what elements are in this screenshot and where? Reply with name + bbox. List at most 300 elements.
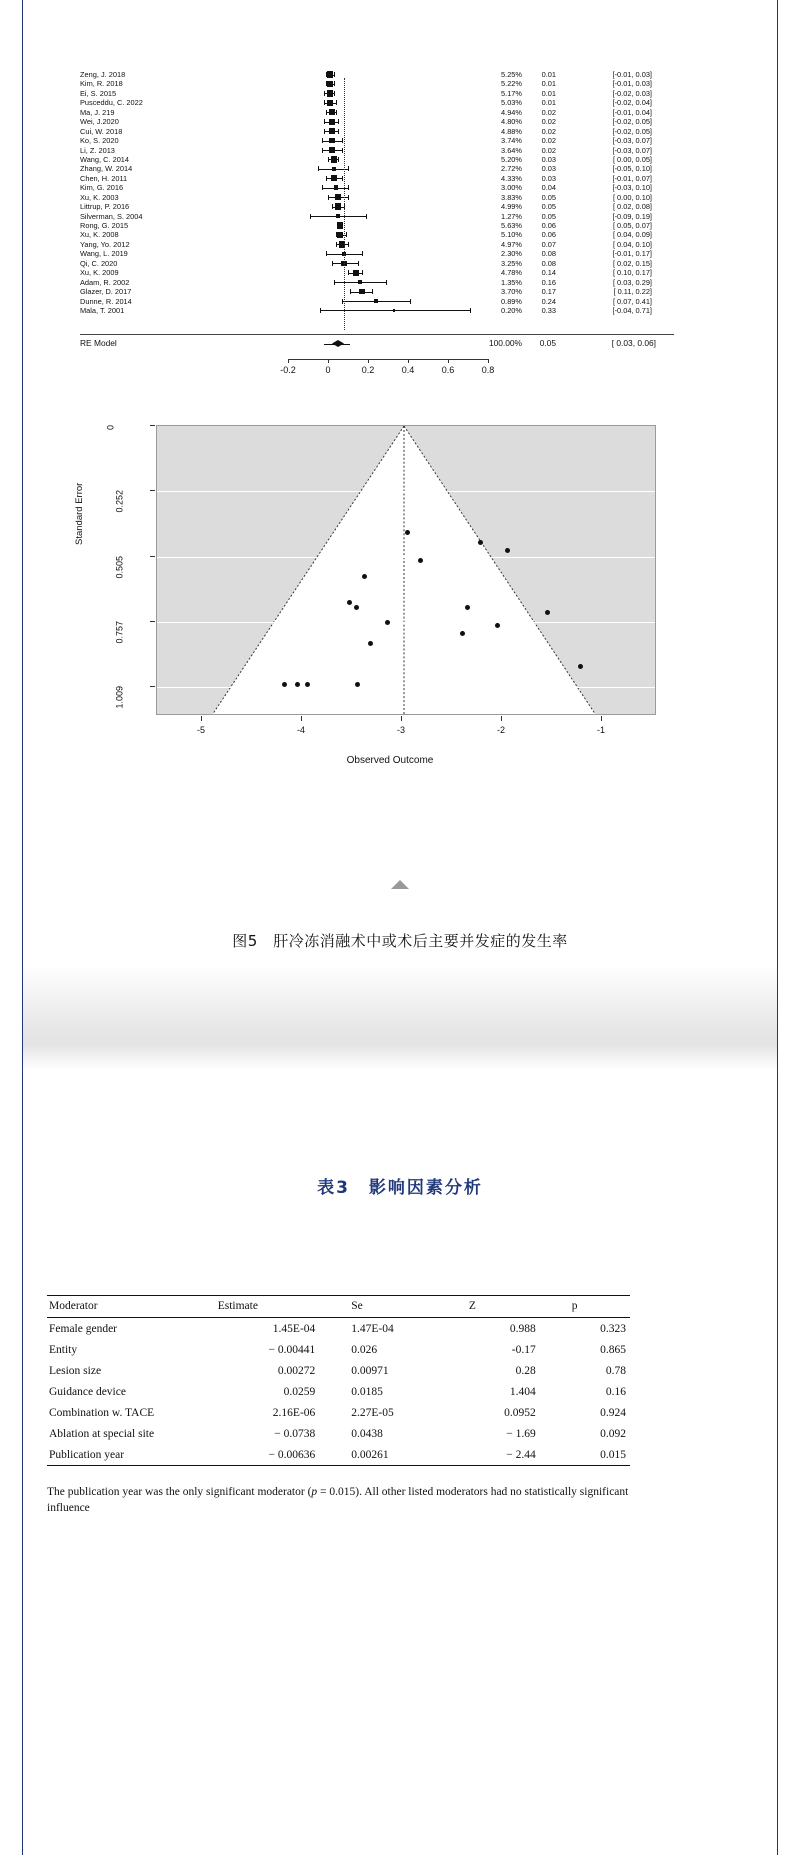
study-estimate: 0.07 xyxy=(541,239,556,249)
cell-se: 0.00971 xyxy=(351,1364,389,1377)
study-weight: 3.00% xyxy=(501,183,522,193)
study-estimate: 0.02 xyxy=(541,145,556,155)
axis-line xyxy=(288,359,488,360)
ci-cap xyxy=(350,289,351,294)
study-weight: 3.70% xyxy=(501,287,522,297)
forest-row xyxy=(80,108,700,117)
ci-cap xyxy=(338,157,339,162)
ci-cap xyxy=(410,299,411,304)
study-estimate: 0.03 xyxy=(541,173,556,183)
study-weight: 4.88% xyxy=(501,126,522,136)
ci-cap xyxy=(338,129,339,134)
funnel-point xyxy=(465,605,470,610)
note-italic: p xyxy=(311,1486,318,1498)
ci-cap xyxy=(322,148,323,153)
funnel-x-axis-label: Observed Outcome xyxy=(346,755,434,766)
forest-row xyxy=(80,259,700,268)
forest-row xyxy=(80,183,700,192)
cell-z: 0.0952 xyxy=(504,1406,536,1419)
study-label: Kim, R. 2018 xyxy=(80,79,123,89)
effect-marker xyxy=(359,289,364,294)
ci-cap xyxy=(332,261,333,266)
study-label: Rong, G. 2015 xyxy=(80,221,129,230)
table-row xyxy=(47,1423,630,1444)
study-estimate: 0.01 xyxy=(541,98,556,108)
study-weight: 5.10% xyxy=(501,230,522,240)
forest-row xyxy=(80,117,700,126)
axis-tick xyxy=(408,359,409,363)
study-label: Dunne, R. 2014 xyxy=(80,296,132,306)
study-estimate: 0.04 xyxy=(541,183,556,193)
forest-row xyxy=(80,249,700,258)
study-weight: 4.97% xyxy=(501,239,522,249)
cell-z: 1.404 xyxy=(509,1385,536,1398)
ci-cap xyxy=(366,214,367,219)
forest-row xyxy=(80,127,700,136)
study-label: Yang, Yo. 2012 xyxy=(80,239,130,249)
effect-marker xyxy=(329,138,334,143)
forest-row xyxy=(80,70,700,79)
cell-se: 1.47E-04 xyxy=(351,1322,394,1335)
study-label: Ei, S. 2015 xyxy=(80,88,117,98)
th-z: Z xyxy=(443,1296,558,1318)
cell-z: − 1.69 xyxy=(506,1427,536,1440)
ci-cap xyxy=(326,251,327,256)
study-weight: 3.25% xyxy=(501,258,522,268)
study-label: Li, Z. 2013 xyxy=(80,145,115,155)
study-ci: [ 0.05, 0.07] xyxy=(612,221,652,230)
effect-marker xyxy=(332,167,337,172)
funnel-point xyxy=(405,530,410,535)
ci-cap xyxy=(346,232,347,237)
funnel-x-tick-label: -2 xyxy=(496,725,506,735)
ci-cap xyxy=(336,242,337,247)
note-part1: The publication year was the only significant moderator ( xyxy=(47,1486,312,1498)
forest-separator xyxy=(80,334,674,335)
study-estimate: 0.02 xyxy=(541,136,556,146)
study-label: Glazer, D. 2017 xyxy=(80,287,132,297)
cell-p: 0.015 xyxy=(558,1444,630,1466)
funnel-point xyxy=(505,548,510,553)
effect-marker xyxy=(331,175,337,181)
effect-marker xyxy=(329,128,335,134)
cell-z: -0.17 xyxy=(511,1343,536,1356)
funnel-y-tick-label: 1.009 xyxy=(114,686,125,709)
forest-row xyxy=(80,89,700,98)
study-label: Adam, R. 2002 xyxy=(80,277,130,287)
ci-cap xyxy=(326,176,327,181)
study-weight: 4.99% xyxy=(501,202,522,212)
study-label: Littrup, P. 2016 xyxy=(80,202,130,212)
forest-row xyxy=(80,155,700,164)
ci-cap xyxy=(342,299,343,304)
ci-cap xyxy=(320,308,321,313)
ci-cap xyxy=(326,110,327,115)
ci-cap xyxy=(318,166,319,171)
study-estimate: 0.05 xyxy=(541,211,556,221)
study-ci: [ 0.04, 0.10] xyxy=(612,239,652,249)
axis-tick-label: 0.8 xyxy=(481,365,495,375)
study-weight: 5.17% xyxy=(501,88,522,98)
table3-note xyxy=(47,1485,630,1516)
funnel-y-tick-label: 0.505 xyxy=(114,555,125,579)
table3-head xyxy=(47,1296,630,1318)
cell-moderator: Combination w. TACE xyxy=(49,1406,155,1419)
ci-cap xyxy=(358,261,359,266)
funnel-plot xyxy=(60,425,720,785)
ci-cap xyxy=(470,308,471,313)
study-weight: 2.72% xyxy=(501,164,522,174)
th-p: p xyxy=(558,1296,630,1318)
ci-cap xyxy=(310,214,311,219)
ci-cap xyxy=(348,166,349,171)
study-label: Ma, J. 219 xyxy=(80,107,115,117)
forest-row xyxy=(80,221,700,230)
effect-marker xyxy=(335,194,340,199)
summary-whisker xyxy=(324,344,350,345)
cell-estimate: − 0.00441 xyxy=(268,1343,316,1356)
ci-cap xyxy=(328,157,329,162)
forest-row xyxy=(80,174,700,183)
study-weight: 5.25% xyxy=(501,70,522,79)
forest-row xyxy=(80,306,700,315)
study-estimate: 0.08 xyxy=(541,249,556,259)
effect-marker xyxy=(334,185,339,190)
study-label: Chen, H. 2011 xyxy=(80,173,128,183)
table-row xyxy=(47,1444,630,1466)
forest-row xyxy=(80,79,700,88)
ci-cap xyxy=(362,251,363,256)
cell-z: 0.28 xyxy=(515,1364,536,1377)
study-weight: 4.78% xyxy=(501,268,522,278)
cell-p: 0.16 xyxy=(605,1385,626,1398)
study-estimate: 0.05 xyxy=(541,192,556,202)
cell-moderator: Guidance device xyxy=(49,1385,126,1398)
axis-tick-label: 0.2 xyxy=(361,365,375,375)
cell-p: 0.78 xyxy=(605,1364,626,1377)
funnel-gridline xyxy=(157,622,655,623)
study-ci: [ 0.00, 0.10] xyxy=(612,192,652,202)
axis-tick xyxy=(368,359,369,363)
cell-z: − 2.44 xyxy=(443,1444,558,1466)
study-estimate: 0.02 xyxy=(541,107,556,117)
table3 xyxy=(47,1295,630,1466)
forest-row xyxy=(80,240,700,249)
cell-moderator: Female gender xyxy=(49,1322,118,1335)
table-row xyxy=(47,1339,630,1360)
forest-row xyxy=(80,212,700,221)
forest-row xyxy=(80,297,700,306)
study-ci: [ 0.02, 0.15] xyxy=(612,258,652,268)
study-weight: 5.20% xyxy=(501,154,522,164)
cell-moderator: Ablation at special site xyxy=(49,1427,155,1440)
ci-cap xyxy=(342,138,343,143)
ci-cap xyxy=(334,81,335,86)
effect-marker xyxy=(327,71,334,78)
study-ci: [-0.01, 0.04] xyxy=(612,107,652,117)
study-weight: 5.22% xyxy=(501,79,522,89)
study-label: Ko, S. 2020 xyxy=(80,136,119,146)
funnel-y-tick xyxy=(150,556,155,557)
study-ci: [ 0.07, 0.41] xyxy=(612,296,652,306)
ci-cap xyxy=(336,110,337,115)
funnel-point xyxy=(347,600,352,605)
ci-cap xyxy=(338,119,339,124)
study-label: Wang, L. 2019 xyxy=(80,249,128,259)
ci-cap xyxy=(342,148,343,153)
ci-cap xyxy=(324,129,325,134)
cell-p: 0.092 xyxy=(600,1427,626,1440)
effect-marker xyxy=(327,100,333,106)
study-estimate: 0.33 xyxy=(541,305,556,315)
cell-p: 0.323 xyxy=(600,1322,626,1335)
study-weight: 2.30% xyxy=(501,249,522,259)
effect-marker xyxy=(331,156,337,162)
cell-se: 0.0438 xyxy=(351,1427,383,1440)
axis-tick xyxy=(288,359,289,363)
note-part2: = 0.015). All other listed moderators had no statistically significant influence xyxy=(47,1486,629,1514)
effect-marker xyxy=(329,147,334,152)
forest-rows xyxy=(80,70,700,315)
study-label: Zeng, J. 2018 xyxy=(80,70,126,79)
cell-p: 0.924 xyxy=(600,1406,626,1419)
ci-cap xyxy=(322,185,323,190)
forest-row xyxy=(80,268,700,277)
study-ci: [ 0.10, 0.17] xyxy=(612,268,652,278)
study-estimate: 0.08 xyxy=(541,258,556,268)
table-row xyxy=(47,1360,630,1381)
forest-row xyxy=(80,278,700,287)
study-label: Zhang, W. 2014 xyxy=(80,164,133,174)
study-ci: [-0.03, 0.07] xyxy=(612,145,652,155)
forest-summary-row xyxy=(80,338,700,350)
forest-row xyxy=(80,202,700,211)
axis-tick-label: 0.6 xyxy=(441,365,455,375)
ci-cap xyxy=(362,270,363,275)
study-ci: [ 0.11, 0.22] xyxy=(613,287,652,297)
study-ci: [-0.01, 0.17] xyxy=(612,249,652,259)
study-estimate: 0.02 xyxy=(541,126,556,136)
forest-row xyxy=(80,164,700,173)
study-ci: [-0.01, 0.03] xyxy=(612,79,652,89)
study-estimate: 0.16 xyxy=(541,277,556,287)
ci-cap xyxy=(348,195,349,200)
cell-se: 2.27E-05 xyxy=(351,1406,394,1419)
study-weight: 0.20% xyxy=(501,305,522,315)
effect-marker xyxy=(337,232,343,238)
study-estimate: 0.05 xyxy=(541,202,556,212)
forest-row xyxy=(80,146,700,155)
study-weight: 4.33% xyxy=(501,173,522,183)
funnel-canvas xyxy=(156,425,656,715)
table-row xyxy=(47,1318,630,1340)
funnel-point xyxy=(362,574,367,579)
study-ci: [ 0.00, 0.05] xyxy=(612,154,652,164)
funnel-y-tick-label: 0 xyxy=(105,425,116,431)
triangle-marker-icon xyxy=(391,880,409,889)
table3-body xyxy=(47,1318,630,1466)
ci-cap xyxy=(334,72,335,77)
study-label: Wang, C. 2014 xyxy=(80,154,130,164)
study-ci: [ 0.03, 0.29] xyxy=(612,277,652,287)
effect-marker xyxy=(353,270,359,276)
cell-estimate: − 0.00636 xyxy=(212,1444,344,1466)
ci-cap xyxy=(348,242,349,247)
summary-ci: [ 0.03, 0.06] xyxy=(611,338,656,348)
study-label: Pusceddu, C. 2022 xyxy=(80,98,143,108)
study-weight: 1.27% xyxy=(501,211,522,221)
funnel-x-tick xyxy=(201,716,202,721)
funnel-contour xyxy=(157,426,655,714)
funnel-gridline xyxy=(157,491,655,492)
study-ci: [-0.02, 0.05] xyxy=(612,117,652,127)
study-ci: [-0.04, 0.71] xyxy=(612,305,652,315)
effect-marker xyxy=(358,280,362,284)
study-weight: 5.03% xyxy=(501,98,522,108)
effect-marker xyxy=(329,119,335,125)
forest-row xyxy=(80,287,700,296)
study-estimate: 0.01 xyxy=(541,88,556,98)
study-ci: [-0.01, 0.07] xyxy=(612,173,652,183)
funnel-point xyxy=(478,540,483,545)
study-weight: 4.80% xyxy=(501,117,522,127)
cell-se: 0.0185 xyxy=(351,1385,383,1398)
cell-estimate: 0.00272 xyxy=(277,1364,316,1377)
axis-tick xyxy=(488,359,489,363)
funnel-x-tick xyxy=(501,716,502,721)
cell-estimate: − 0.0738 xyxy=(274,1427,316,1440)
funnel-y-axis-label: Standard Error xyxy=(74,482,85,545)
effect-marker xyxy=(329,109,335,115)
study-estimate: 0.24 xyxy=(541,296,556,306)
cell-z: 0.988 xyxy=(509,1322,536,1335)
forest-row xyxy=(80,193,700,202)
axis-tick xyxy=(448,359,449,363)
summary-weight: 100.00% xyxy=(488,338,522,348)
effect-marker xyxy=(327,90,333,96)
study-label: Kim, G. 2016 xyxy=(80,183,124,193)
ci-cap xyxy=(342,176,343,181)
th-estimate: Estimate xyxy=(212,1296,344,1318)
effect-marker xyxy=(336,214,340,218)
forest-row xyxy=(80,230,700,239)
study-estimate: 0.03 xyxy=(541,154,556,164)
axis-tick-label: -0.2 xyxy=(280,365,296,375)
cell-se: 0.026 xyxy=(351,1343,378,1356)
ci-cap xyxy=(334,280,335,285)
study-ci: [ 0.04, 0.09] xyxy=(612,230,652,240)
study-ci: [ 0.02, 0.08] xyxy=(612,202,652,212)
axis-tick-label: 0.4 xyxy=(401,365,415,375)
study-ci: [-0.02, 0.05] xyxy=(612,126,652,136)
study-weight: 5.63% xyxy=(501,221,522,230)
cell-estimate: 0.0259 xyxy=(283,1385,316,1398)
funnel-point xyxy=(495,623,500,628)
study-label: Wei, J.2020 xyxy=(80,117,119,127)
study-estimate: 0.02 xyxy=(541,117,556,127)
th-moderator: Moderator xyxy=(47,1296,212,1318)
cell-moderator: Lesion size xyxy=(49,1364,102,1377)
funnel-x-tick-label: -5 xyxy=(196,725,206,735)
study-weight: 1.35% xyxy=(501,277,522,287)
cell-estimate: 2.16E-06 xyxy=(272,1406,316,1419)
funnel-x-tick xyxy=(601,716,602,721)
table-row xyxy=(47,1402,630,1423)
th-se: Se xyxy=(343,1296,443,1318)
study-ci: [-0.02, 0.04] xyxy=(612,98,652,108)
ci-cap xyxy=(386,280,387,285)
funnel-x-tick-label: -4 xyxy=(296,725,306,735)
ci-cap xyxy=(372,289,373,294)
study-estimate: 0.17 xyxy=(541,287,556,297)
effect-marker xyxy=(393,309,396,312)
funnel-point xyxy=(578,664,583,669)
study-weight: 0.89% xyxy=(501,296,522,306)
funnel-point xyxy=(354,605,359,610)
table3-title: 表3 影响因素分析 xyxy=(317,1178,483,1198)
effect-marker xyxy=(374,299,377,302)
funnel-x-tick xyxy=(301,716,302,721)
ci-cap xyxy=(348,270,349,275)
study-weight: 3.83% xyxy=(501,192,522,202)
ci-cap xyxy=(324,91,325,96)
effect-marker xyxy=(335,203,341,209)
funnel-y-tick xyxy=(150,490,155,491)
summary-estimate: 0.05 xyxy=(539,338,556,348)
funnel-x-tick-label: -3 xyxy=(396,725,406,735)
forest-plot xyxy=(60,70,720,410)
forest-null-line xyxy=(344,78,345,330)
forest-row xyxy=(80,98,700,107)
funnel-point xyxy=(368,641,373,646)
funnel-x-tick xyxy=(401,716,402,721)
study-estimate: 0.06 xyxy=(541,230,556,240)
study-weight: 3.74% xyxy=(501,136,522,146)
axis-tick xyxy=(328,359,329,363)
funnel-y-tick xyxy=(150,621,155,622)
funnel-x-tick-label: -1 xyxy=(596,725,606,735)
funnel-y-tick xyxy=(150,425,155,426)
cell-estimate: 1.45E-04 xyxy=(272,1322,316,1335)
cell-moderator: Publication year xyxy=(47,1444,212,1466)
table-header-row xyxy=(47,1296,630,1318)
study-ci: [-0.03, 0.07] xyxy=(612,136,652,146)
table3-wrapper xyxy=(47,1295,630,1466)
page-gradient-band xyxy=(23,965,777,1070)
figure-caption: 图5 肝冷冻消融术中或术后主要并发症的发生率 xyxy=(232,932,568,950)
funnel-y-tick xyxy=(150,686,155,687)
funnel-y-tick-label: 0.252 xyxy=(114,490,125,513)
table-row xyxy=(47,1381,630,1402)
ci-cap xyxy=(332,204,333,209)
study-estimate: 0.06 xyxy=(541,221,556,230)
study-estimate: 0.01 xyxy=(541,70,556,79)
funnel-y-tick-label: 0.757 xyxy=(114,621,125,644)
axis-tick-label: 0 xyxy=(325,365,331,375)
cell-moderator: Entity xyxy=(49,1343,78,1356)
effect-marker xyxy=(337,222,344,229)
funnel-gridline xyxy=(157,557,655,558)
study-ci: [-0.03, 0.10] xyxy=(612,183,652,193)
study-ci: [-0.09, 0.19] xyxy=(612,211,652,221)
study-weight: 3.64% xyxy=(501,145,522,155)
study-label: Xu, K. 2008 xyxy=(80,230,119,240)
effect-marker xyxy=(327,81,333,87)
study-label: Qi, C. 2020 xyxy=(80,258,118,268)
ci-cap xyxy=(324,119,325,124)
study-ci: [-0.01, 0.03] xyxy=(612,70,652,79)
study-label: Xu, K. 2009 xyxy=(80,268,119,278)
